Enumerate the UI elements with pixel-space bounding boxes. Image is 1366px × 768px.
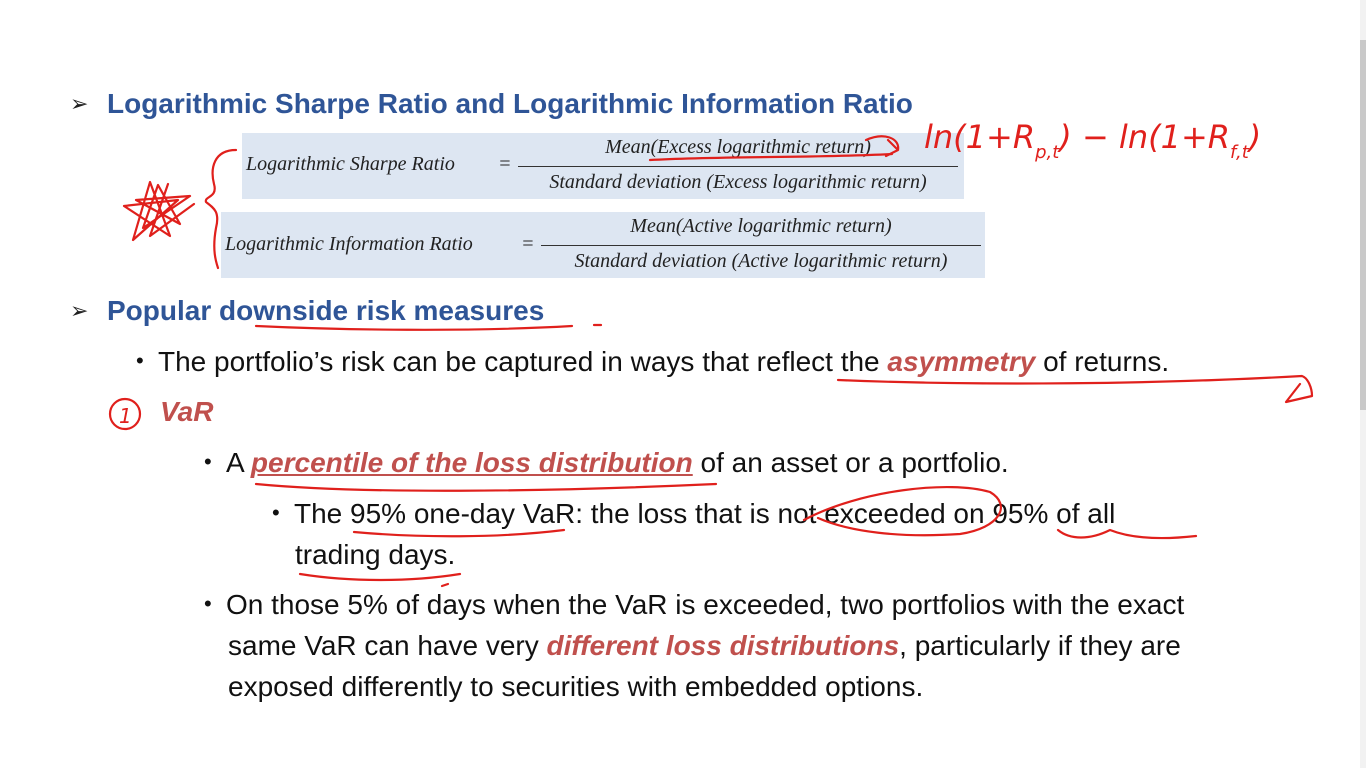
formula-sharpe-equals: =: [498, 153, 512, 175]
bullet-95-var: [272, 498, 1115, 530]
percentile-underline: [256, 484, 716, 491]
formula-sharpe-denominator: Standard deviation (Excess logarithmic return): [549, 171, 927, 193]
star-scribble-icon: [124, 182, 194, 240]
arrow-bullet-icon: ➢: [70, 298, 89, 323]
var-phrase-underline: [354, 530, 564, 536]
formula-sharpe-numerator: Mean(Excess logarithmic return): [605, 136, 871, 158]
arrow-bullet-icon: ➢: [70, 91, 89, 116]
bullet-asymmetry-text: The portfolio’s risk can be captured in ways that reflect the: [158, 346, 888, 377]
bullet-dot-icon: •: [204, 449, 212, 474]
circled-number-icon: [110, 399, 140, 429]
asymmetry-underline-arrow: [838, 376, 1312, 402]
bullet-percentile: [204, 447, 1009, 479]
emphasis-percentile: percentile of the loss distribution: [250, 447, 693, 478]
dash-mark: [442, 584, 448, 586]
heading-log-ratios: [70, 88, 913, 120]
circled-number-text: 1: [119, 404, 132, 428]
bullet-percentile-suffix: of an asset or a portfolio.: [692, 447, 1009, 478]
bullet-95-var-line2: trading days.: [295, 539, 456, 570]
formula-info-label: Logarithmic Information Ratio: [225, 233, 473, 255]
formula-info-equals: =: [521, 233, 535, 255]
heading-downside-risk: [70, 295, 544, 327]
formula-sharpe-fraction-bar: [518, 166, 958, 167]
bullet-exceeded-line1: On those 5% of days when the VaR is exceeded, two portfolios with the exact: [226, 589, 1185, 620]
bullet-exceeded-line2: [228, 630, 1181, 662]
heading-downside-risk-text: Popular downside risk measures: [107, 295, 545, 326]
bullet-exceeded-line2-suffix: , particularly if they are: [899, 630, 1181, 661]
scrollbar-thumb[interactable]: [1360, 40, 1366, 410]
var-label: VaR: [160, 396, 214, 427]
emphasis-asymmetry: asymmetry: [887, 346, 1036, 377]
bullet-95-var-line1: The 95% one-day VaR: the loss that is not exceeded on 95% of all: [294, 498, 1116, 529]
bullet-asymmetry-suffix: of returns.: [1035, 346, 1170, 377]
formula-information-ratio: [221, 212, 985, 278]
scrollbar[interactable]: [1360, 0, 1366, 768]
bullet-exceeded-line3: exposed differently to securities with embedded options.: [228, 671, 924, 702]
bullet-exceeded: [204, 589, 1184, 621]
trading-days-underline: [300, 574, 460, 580]
formula-sharpe-label: Logarithmic Sharpe Ratio: [246, 153, 455, 175]
bullet-dot-icon: •: [204, 591, 212, 616]
bullet-exceeded-line2-prefix: same VaR can have very: [228, 630, 547, 661]
of-all-underline: [1058, 530, 1196, 538]
formula-info-numerator: Mean(Active logarithmic return): [630, 215, 892, 237]
bullet-dot-icon: •: [272, 500, 280, 525]
bullet-percentile-prefix: A: [226, 447, 251, 478]
emphasis-loss-distributions: different loss distributions: [546, 630, 900, 661]
heading-log-ratios-text: Logarithmic Sharpe Ratio and Logarithmic Information Ratio: [107, 88, 913, 119]
formula-info-fraction-bar: [541, 245, 981, 246]
bullet-dot-icon: •: [136, 348, 144, 373]
bullet-asymmetry: [136, 346, 1169, 378]
handwritten-ln-left: $\ln(1+R_{p,t}) - \ln(1+R_{f,t})$: [924, 118, 1262, 163]
formula-sharpe-ratio: [242, 133, 964, 199]
formula-info-denominator: Standard deviation (Active logarithmic return): [574, 250, 948, 272]
